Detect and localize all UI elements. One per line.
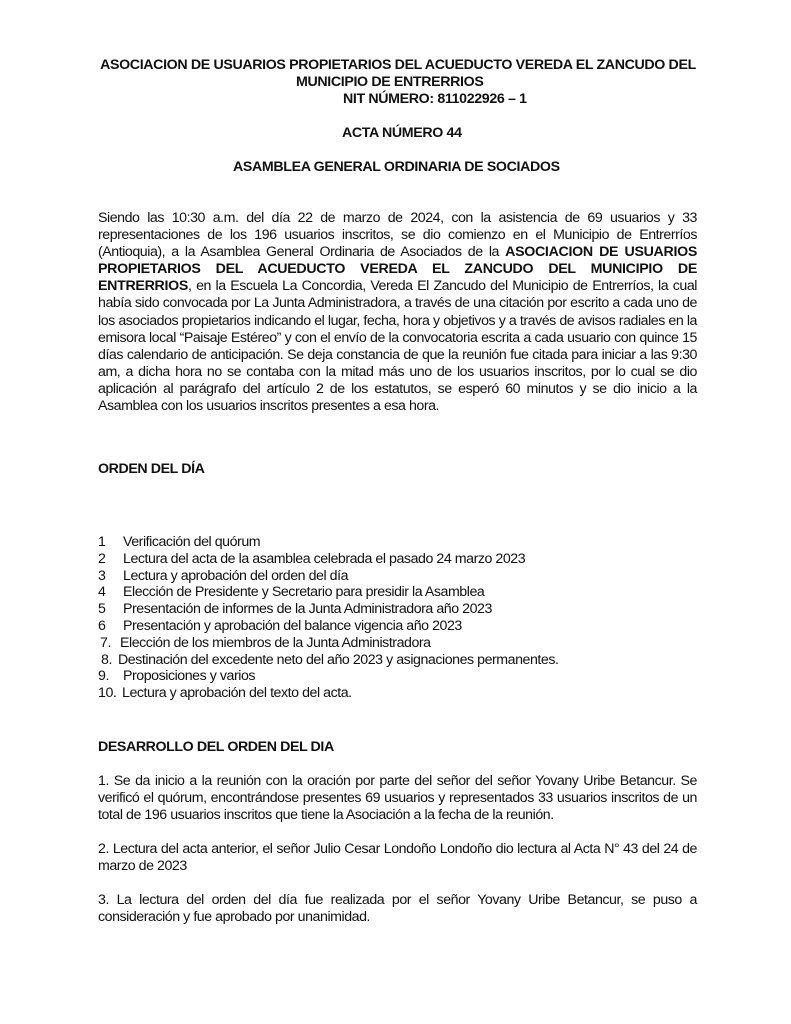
- agenda-item-text: Verificación del quórum: [123, 534, 261, 550]
- agenda-item-number: 3: [98, 567, 106, 584]
- development-paragraph: 3. La lectura del orden del día fue realizada por el señor Yovany Uribe Betancur, se puso a consideración y fue aprobado por unanimidad.: [98, 892, 697, 926]
- agenda-item-number: 7.: [100, 634, 111, 651]
- agenda-item-text: Elección de los miembros de la Junta Administradora: [120, 634, 431, 651]
- intro-org-name-bold: ASOCIACION DE USUARIOS PROPIETARIOS DEL ACUEDUCTO VEREDA EL ZANCUDO DEL MUNICIPIO DE ENTRERRIOS: [98, 244, 697, 295]
- development-title: DESARROLLO DEL ORDEN DEL DIA: [98, 739, 334, 755]
- agenda-item-number: 10.: [98, 685, 117, 702]
- development-paragraph: 2. Lectura del acta anterior, el señor Julio Cesar Londoño Londoño dio lectura al Acta N° 43 del 24 de marzo de 2023: [98, 841, 697, 875]
- intro-text-start: Siendo las 10:30 a.m. del día 22 de marzo de 2024, con la asistencia de 69 usuarios y 33 representaciones de los 196 usuarios inscritos, se dio comienzo en el Municipio de Entrerríos (Antioquia), a la Asamblea General Ordinaria de Asociados de la: [98, 210, 697, 261]
- organization-name-line-1: ASOCIACION DE USUARIOS PROPIETARIOS DEL ACUEDUCTO VEREDA EL ZANCUDO DEL: [100, 57, 696, 73]
- agenda-item-number: 1: [98, 534, 106, 550]
- nit-number: NIT NÚMERO: 811022926 – 1: [343, 91, 527, 107]
- development-paragraph: 1. Se da inicio a la reunión con la oración por parte del señor del señor Yovany Uribe Betancur. Se verificó el quórum, encontrándose presentes 69 usuarios y representados 33 usuarios inscritos de un total de 196 usuarios inscritos que tiene la Asociación a la fecha de la reunión.: [98, 773, 697, 824]
- agenda-item-text: Proposiciones y varios: [123, 668, 256, 685]
- agenda-item-text: Elección de Presidente y Secretario para presidir la Asamblea: [123, 584, 485, 601]
- acta-number: ACTA NÚMERO 44: [342, 125, 462, 141]
- agenda-item-text: Lectura y aprobación del orden del día: [123, 567, 349, 584]
- agenda-item-number: 4: [98, 584, 106, 601]
- agenda-item-text: Lectura y aprobación del texto del acta.: [122, 685, 352, 702]
- organization-name-line-2: MUNICIPIO DE ENTRERRIOS: [296, 74, 484, 90]
- agenda-item-text: Destinación del excedente neto del año 2023 y asignaciones permanentes.: [118, 651, 559, 668]
- agenda-item-text: Presentación de informes de la Junta Administradora año 2023: [123, 601, 492, 618]
- agenda-item-text: Presentación y aprobación del balance vigencia año 2023: [123, 617, 462, 634]
- agenda-title: ORDEN DEL DÍA: [98, 461, 205, 477]
- agenda-item-number: 6: [98, 617, 106, 634]
- agenda-item-number: 5: [98, 601, 106, 618]
- agenda-item-number: 8.: [101, 651, 112, 668]
- agenda-item-number: 9.: [98, 668, 109, 685]
- agenda-item-number: 2: [98, 550, 106, 567]
- agenda-item-text: Lectura del acta de la asamblea celebrada el pasado 24 marzo 2023: [123, 550, 526, 567]
- intro-text-end: , en la Escuela La Concordia, Vereda El Zancudo del Municipio de Entrerríos, la cual había sido convocada por La Junta Administradora, a través de una citación por escrito a cada uno de los asociados propietarios indicando el lugar, fecha, hora y objetivos y a través de avisos radiales en la emisora local “Paisaje Estéreo” y con el envío de la convocatoria escrita a cada usuario con quince 15 días calendario de anticipación. Se deja constancia de que la reunión fue citada para iniciar a las 9:30 am, a dicha hora no se contaba con la mitad más uno de los usuarios inscritos, por lo cual se dio aplicación al parágrafo del artículo 2 de los estatutos, se esperó 60 minutos y se dio inicio a la Asamblea con los usuarios inscritos presentes a esa hora.: [98, 278, 697, 415]
- intro-paragraph: [98, 210, 697, 415]
- assembly-title: ASAMBLEA GENERAL ORDINARIA DE SOCIADOS: [233, 159, 560, 175]
